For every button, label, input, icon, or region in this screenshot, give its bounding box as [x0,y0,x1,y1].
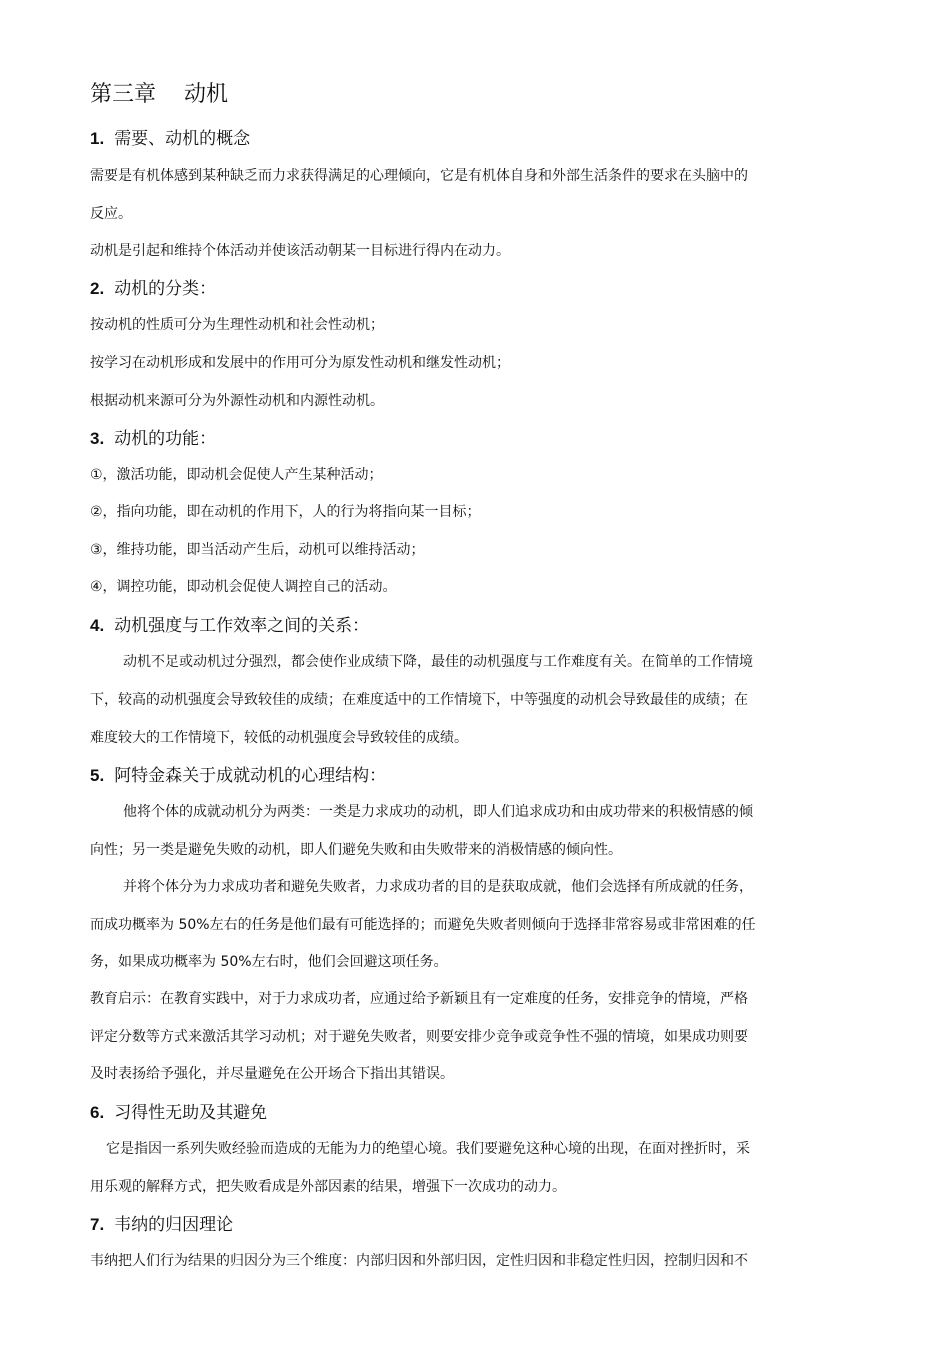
list-item: ①，激活功能，即动机会促使人产生某种活动； [90,467,383,483]
section-number: 4. [90,616,105,635]
section-number: 2. [90,279,105,298]
paragraph-line: 按学习在动机形成和发展中的作用可分为原发性动机和继发性动机； [90,355,510,371]
paragraph-line: 而成功概率为 50%左右的任务是他们最有可能选择的；而避免失败者则倾向于选择非常容易或非常困难的任 [90,917,756,933]
section-heading-7 [90,1213,233,1237]
paragraph-line: 及时表扬给予强化，并尽量避免在公开场合下指出其错误。 [90,1066,454,1082]
list-item: ②，指向功能，即在动机的作用下，人的行为将指向某一目标； [90,504,481,520]
section-heading-1 [90,127,250,151]
list-item: ④，调控功能，即动机会促使人调控自己的活动。 [90,579,397,595]
section-heading-5 [90,764,386,788]
paragraph-line: 它是指因一系列失败经验而造成的无能为力的绝望心境。我们要避免这种心境的出现，在面对挫折时，采 [106,1141,750,1157]
section-heading-3 [90,427,216,451]
section-title: 动机强度与工作效率之间的关系： [114,616,370,636]
paragraph-line: 他将个体的成就动机分为两类：一类是力求成功的动机，即人们追求成功和由成功带来的积极情感的倾 [123,804,753,820]
section-title: 动机的分类： [114,279,217,299]
paragraph-line: 下，较高的动机强度会导致较佳的成绩；在难度适中的工作情境下，中等强度的动机会导致最佳的成绩；在 [90,692,748,708]
paragraph-line: 向性；另一类是避免失败的动机，即人们避免失败和由失败带来的消极情感的倾向性。 [90,842,622,858]
paragraph-line: 动机不足或动机过分强烈，都会使作业成绩下降，最佳的动机强度与工作难度有关。在简单的工作情境 [123,654,753,670]
paragraph-line: 难度较大的工作情境下，较低的动机强度会导致较佳的成绩。 [90,730,468,746]
paragraph-line: 需要是有机体感到某种缺乏而力求获得满足的心理倾向，它是有机体自身和外部生活条件的要求在头脑中的 [90,168,748,184]
list-item: ③，维持功能，即当活动产生后，动机可以维持活动； [90,542,425,558]
paragraph-line: 教育启示：在教育实践中，对于力求成功者，应通过给予新颖且有一定难度的任务，安排竞争的情境，严格 [90,991,748,1007]
section-number: 3. [90,429,105,448]
paragraph-line: 并将个体分为力求成功者和避免失败者，力求成功者的目的是获取成就，他们会选择有所成就的任务， [123,879,753,895]
section-title: 韦纳的归因理论 [114,1215,234,1235]
paragraph-line: 动机是引起和维持个体活动并使该活动朝某一目标进行得内在动力。 [90,243,510,259]
paragraph-line: 按动机的性质可分为生理性动机和社会性动机； [90,317,384,333]
paragraph-line: 韦纳把人们行为结果的归因分为三个维度：内部归因和外部归因，定性归因和非稳定性归因，控制归因和不 [90,1253,748,1269]
section-number: 6. [90,1103,105,1122]
paragraph-line: 反应。 [90,206,132,222]
section-title: 需要、动机的概念 [114,129,251,149]
paragraph-line: 务，如果成功概率为 50%左右时，他们会回避这项任务。 [90,954,448,970]
section-heading-4 [90,614,369,638]
paragraph-line: 根据动机来源可分为外源性动机和内源性动机。 [90,393,384,409]
section-title: 习得性无助及其避免 [114,1103,268,1123]
section-heading-2 [90,277,216,301]
section-number: 1. [90,129,105,148]
chapter-title: 第三章 动机 [90,82,228,107]
paragraph-line: 评定分数等方式来激活其学习动机；对于避免失败者，则要安排少竞争或竞争性不强的情境，如果成功则要 [90,1029,748,1045]
section-heading-6 [90,1101,267,1125]
section-title: 阿特金森关于成就动机的心理结构： [114,766,387,786]
section-number: 7. [90,1215,105,1234]
section-number: 5. [90,766,105,785]
paragraph-line: 用乐观的解释方式，把失败看成是外部因素的结果，增强下一次成功的动力。 [90,1179,566,1195]
section-title: 动机的功能： [114,429,217,449]
